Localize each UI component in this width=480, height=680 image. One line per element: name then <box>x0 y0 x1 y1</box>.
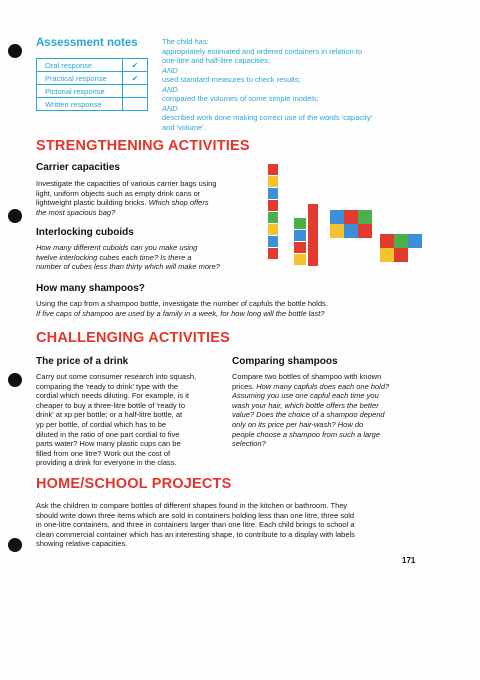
text-line: Ask the children to compare bottles of different shapes found in the kitchen or bathroom. They <box>36 501 348 510</box>
text-line: drink' at xp per bottle; or a half-litre bottle, at <box>36 410 183 420</box>
text-italic: only on its price per hair-wash? How do <box>232 419 364 429</box>
compare-text <box>232 372 422 449</box>
carrier-text <box>36 179 266 217</box>
binding-hole <box>8 538 22 552</box>
drink-text <box>36 372 226 468</box>
interlocking-cubes-illustration <box>264 160 426 272</box>
binding-hole <box>8 373 22 387</box>
text-line <box>232 420 422 430</box>
page-number: 171 <box>402 556 416 565</box>
assessment-label: Pictorial response <box>37 85 123 98</box>
text-italic: the most spacious bag? <box>36 207 116 217</box>
text-line: diluted in the ratio of one part cordial to five <box>36 429 180 439</box>
text-line: providing a drink for everyone in the class. <box>36 458 177 468</box>
text-italic: wash your hair, which bottle offers the better <box>232 400 379 410</box>
drink-title: The price of a drink <box>36 356 129 367</box>
text-line: should write down three items which are sold in containers holding less than one litre, three sold <box>36 510 355 520</box>
compare-title: Comparing shampoos <box>232 356 338 367</box>
text-line <box>232 410 422 420</box>
text-line: cordial which needs diluting. For example, is it <box>36 391 189 401</box>
text-line: Using the cap from a shampoo bottle, investigate the number of capfuls the bottle holds. <box>36 299 328 308</box>
assessment-label: Oral response <box>37 59 123 72</box>
shampoos-title: How many shampoos? <box>36 283 145 294</box>
text-italic: If five caps of shampoo are used by a family in a week, for how long will the bottle last? <box>36 308 325 318</box>
binding-hole <box>8 209 22 223</box>
text-line: parts water? How many plastic cups can be <box>36 439 181 449</box>
shampoos-text <box>36 299 446 318</box>
text-italic: Which shop offers <box>148 198 209 208</box>
challenging-heading: CHALLENGING ACTIVITIES <box>36 330 230 346</box>
text-line <box>36 243 276 253</box>
text-line <box>232 382 422 392</box>
text-line: Compare two bottles of shampoo with known <box>232 372 382 381</box>
table-row <box>37 85 148 98</box>
text-line: showing relative capacities. <box>36 539 128 549</box>
text-line: Carry out some consumer research into squash, <box>36 372 197 381</box>
text-span: lightweight plastic building bricks. <box>36 198 147 208</box>
criteria-and: AND <box>162 65 178 75</box>
strengthening-heading: STRENGTHENING ACTIVITIES <box>36 138 250 154</box>
text-line <box>232 430 422 440</box>
assessment-criteria <box>162 37 407 132</box>
text-span: prices. <box>232 381 255 391</box>
text-line: yp per bottle, of cordial which has to be <box>36 419 167 429</box>
text-line: Investigate the capacities of various carrier bags using <box>36 179 217 188</box>
text-line: cheaper to buy a three-litre bottle of 'ready to <box>36 400 186 410</box>
text-line <box>36 309 446 319</box>
text-line <box>232 439 422 449</box>
criteria-line: compared the volumes of some simple models; <box>162 94 319 103</box>
text-italic: people choose a shampoo from such a large <box>232 429 381 439</box>
text-line: filled from one litre? Work out the cost of <box>36 448 171 458</box>
text-italic: number of cubes less than thirty which will make more? <box>36 262 220 272</box>
assessment-table <box>36 58 148 111</box>
text-line <box>232 401 422 411</box>
cuboids-text <box>36 243 276 272</box>
binding-hole <box>8 44 22 58</box>
criteria-line: described work done making correct use of the words 'capacity' <box>162 113 373 122</box>
cuboids-title: Interlocking cuboids <box>36 227 134 238</box>
assessment-label: Practical response <box>37 72 123 85</box>
text-italic: Assuming you use one capful each time you <box>232 391 379 401</box>
text-italic: twelve interlocking cubes each time? Is there a <box>36 252 192 262</box>
text-line <box>36 208 266 218</box>
table-row <box>37 98 148 111</box>
tick-cell <box>123 98 148 111</box>
assessment-label: Written response <box>37 98 123 111</box>
assessment-title: Assessment notes <box>36 37 138 49</box>
text-italic: How many capfuls does each one hold? <box>256 381 390 391</box>
text-line: clean commercial container which has an interesting shape, to contribute to a display with labels <box>36 529 355 539</box>
criteria-line: used standard measures to check results; <box>162 75 301 84</box>
table-row <box>37 72 148 85</box>
cube-column-illustration <box>294 204 318 266</box>
homeschool-heading: HOME/SCHOOL PROJECTS <box>36 476 232 492</box>
criteria-line: The child has: <box>162 37 209 46</box>
cube-cluster-illustration <box>380 234 422 262</box>
text-line: comparing the 'ready to drink' type with the <box>36 381 179 391</box>
tick-icon: ✔ <box>123 72 148 85</box>
criteria-and: AND <box>162 84 178 94</box>
text-line: in one-litre containers, and three in containers larger than one litre. Each child brings to school a <box>36 520 355 530</box>
carrier-title: Carrier capacities <box>36 162 120 173</box>
text-line <box>36 198 266 208</box>
text-line: light, uniform objects such as empty drink cans or <box>36 188 201 198</box>
text-italic: selection? <box>232 439 266 449</box>
homeschool-text <box>36 501 456 549</box>
text-line <box>36 262 276 272</box>
cube-tower-illustration <box>268 164 278 259</box>
tick-cell <box>123 85 148 98</box>
criteria-line: appropriately estimated and ordered containers in relation to <box>162 46 363 56</box>
tick-icon: ✔ <box>123 59 148 72</box>
cube-block-illustration <box>330 210 372 238</box>
text-italic: value? Does the choice of a shampoo depend <box>232 410 385 420</box>
criteria-and: AND <box>162 103 178 113</box>
text-line <box>36 253 276 263</box>
criteria-line: and 'volume'. <box>162 122 206 132</box>
text-italic: How many different cuboids can you make using <box>36 243 198 252</box>
criteria-line: one-litre and half-litre capacities; <box>162 56 270 65</box>
table-row <box>37 59 148 72</box>
text-line <box>232 391 422 401</box>
